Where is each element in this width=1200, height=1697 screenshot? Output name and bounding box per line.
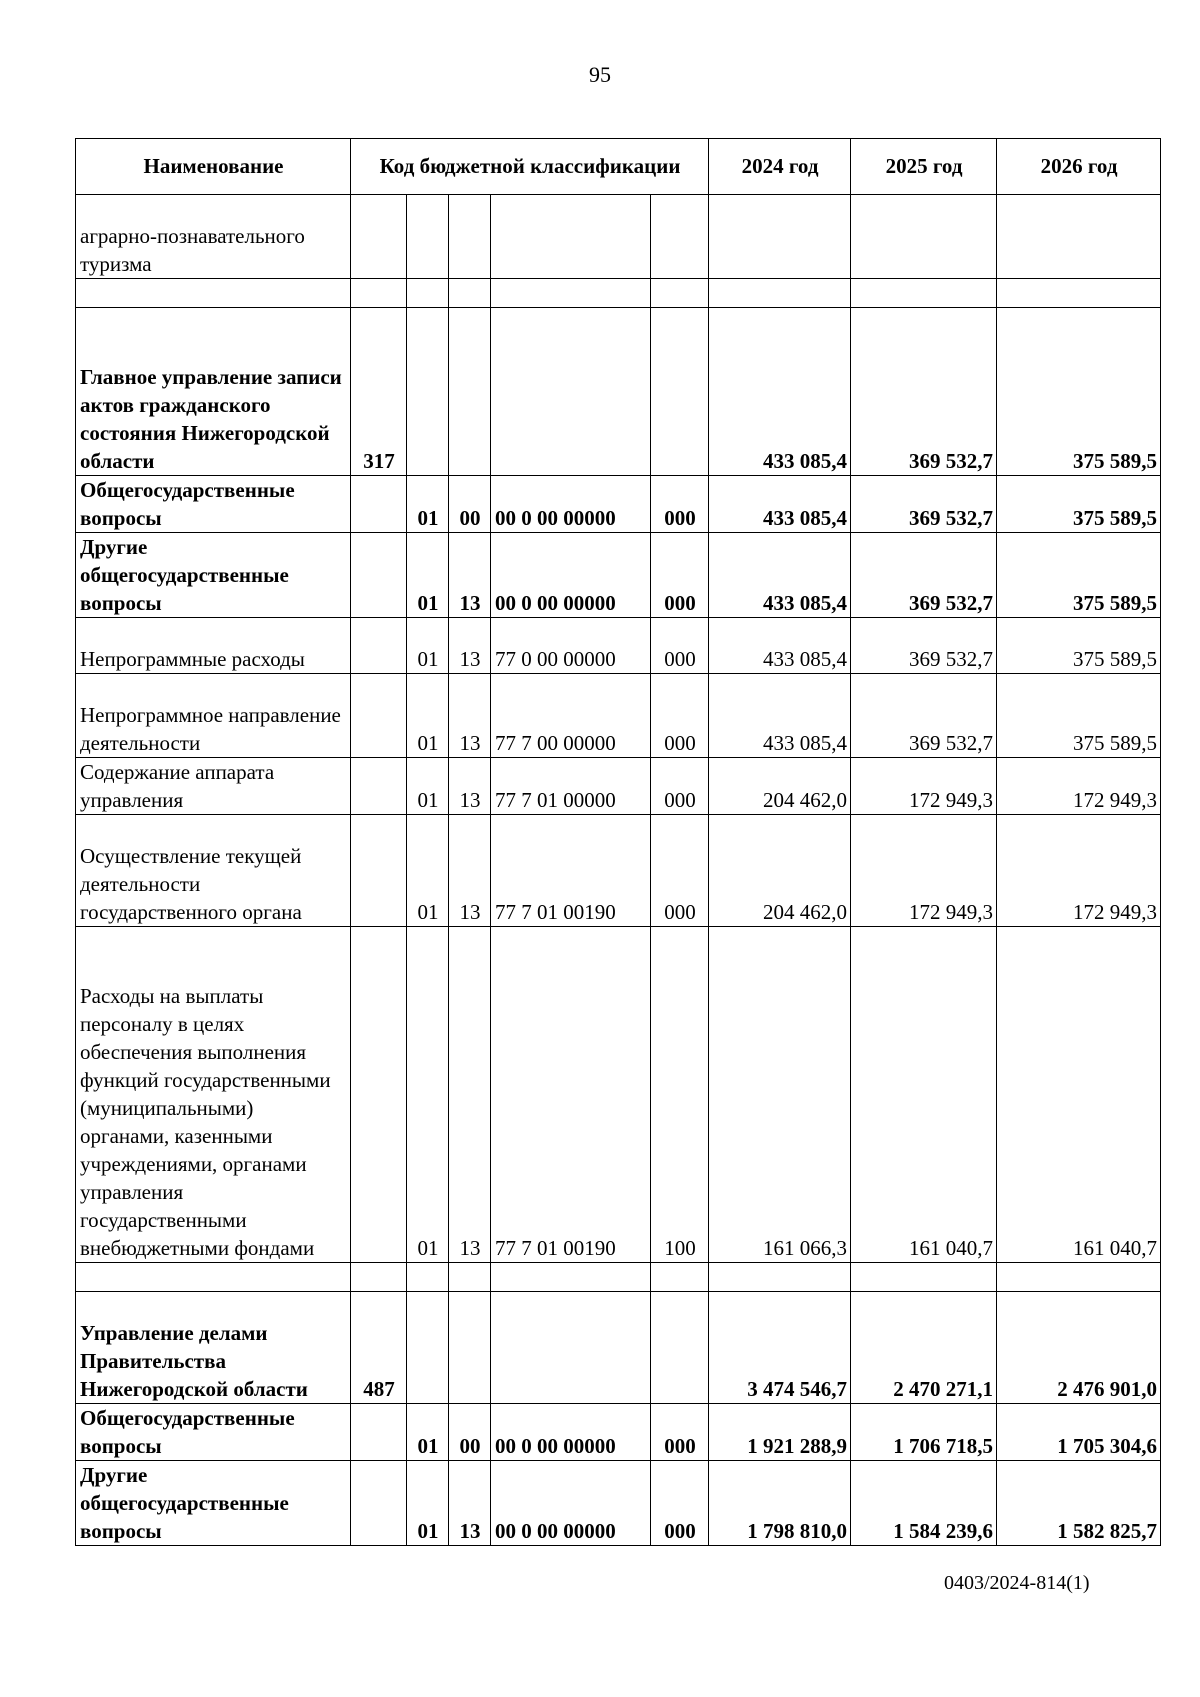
row-section-code: 01 [407, 1461, 449, 1546]
empty-cell [449, 1263, 491, 1292]
row-subsection-code [449, 308, 491, 476]
table-row [76, 1292, 1161, 1404]
row-ved-code [351, 1404, 407, 1461]
empty-cell [851, 1263, 997, 1292]
empty-cell [651, 1263, 709, 1292]
row-value-2024: 204 462,0 [709, 815, 851, 927]
row-expense-type: 000 [651, 674, 709, 758]
row-ved-code [351, 758, 407, 815]
row-value-2024: 433 085,4 [709, 674, 851, 758]
row-section-code: 01 [407, 927, 449, 1263]
row-subsection-code: 13 [449, 618, 491, 674]
row-expense-type [651, 308, 709, 476]
row-value-2025: 172 949,3 [851, 815, 997, 927]
row-ved-code: 487 [351, 1292, 407, 1404]
empty-cell [491, 279, 651, 308]
row-value-2026: 375 589,5 [997, 533, 1161, 618]
row-value-2026: 2 476 901,0 [997, 1292, 1161, 1404]
row-value-2024: 1 921 288,9 [709, 1404, 851, 1461]
empty-cell [851, 279, 997, 308]
row-name: Главное управление записи актов гражданского состояния Нижегородской области [76, 308, 351, 476]
row-value-2024: 161 066,3 [709, 927, 851, 1263]
row-name: Расходы на выплаты персоналу в целях обеспечения выполнения функций государственными (муниципальными) органами, казенными учреждениями, органами управления государственными внебюджетными фондами [76, 927, 351, 1263]
header-2025: 2025 год [851, 139, 997, 195]
row-section-code [407, 308, 449, 476]
empty-cell [491, 1263, 651, 1292]
empty-cell [407, 279, 449, 308]
row-subsection-code: 13 [449, 533, 491, 618]
row-value-2024: 433 085,4 [709, 308, 851, 476]
row-target-article: 00 0 00 00000 [491, 1461, 651, 1546]
row-ved-code [351, 476, 407, 533]
row-section-code: 01 [407, 533, 449, 618]
header-code: Код бюджетной классификации [351, 139, 709, 195]
table-row [76, 1461, 1161, 1546]
row-subsection-code [449, 195, 491, 279]
row-value-2025: 369 532,7 [851, 533, 997, 618]
row-target-article: 77 0 00 00000 [491, 618, 651, 674]
page-number: 95 [589, 62, 611, 87]
empty-cell [76, 1263, 351, 1292]
table-row [76, 308, 1161, 476]
row-value-2025: 2 470 271,1 [851, 1292, 997, 1404]
row-expense-type [651, 195, 709, 279]
row-ved-code [351, 618, 407, 674]
row-name: аграрно-познавательного туризма [76, 195, 351, 279]
row-expense-type: 000 [651, 1461, 709, 1546]
header-name: Наименование [76, 139, 351, 195]
row-target-article [491, 195, 651, 279]
row-section-code: 01 [407, 674, 449, 758]
row-ved-code [351, 533, 407, 618]
row-ved-code [351, 815, 407, 927]
row-section-code [407, 1292, 449, 1404]
row-name: Другие общегосударственные вопросы [76, 1461, 351, 1546]
empty-cell [407, 1263, 449, 1292]
row-value-2026: 172 949,3 [997, 758, 1161, 815]
row-name: Другие общегосударственные вопросы [76, 533, 351, 618]
row-value-2024: 204 462,0 [709, 758, 851, 815]
row-value-2025: 369 532,7 [851, 476, 997, 533]
row-subsection-code: 00 [449, 476, 491, 533]
empty-cell [76, 279, 351, 308]
row-subsection-code: 13 [449, 815, 491, 927]
row-subsection-code: 13 [449, 927, 491, 1263]
header-2024: 2024 год [709, 139, 851, 195]
empty-cell [351, 279, 407, 308]
row-section-code: 01 [407, 1404, 449, 1461]
row-name: Управление делами Правительства Нижегородской области [76, 1292, 351, 1404]
row-value-2026: 161 040,7 [997, 927, 1161, 1263]
row-value-2025: 369 532,7 [851, 618, 997, 674]
header-2026: 2026 год [997, 139, 1161, 195]
row-value-2026 [997, 195, 1161, 279]
empty-cell [351, 1263, 407, 1292]
row-section-code: 01 [407, 618, 449, 674]
row-target-article: 77 7 01 00190 [491, 815, 651, 927]
table-row [76, 533, 1161, 618]
empty-cell [709, 279, 851, 308]
row-value-2024: 433 085,4 [709, 533, 851, 618]
table-row [76, 815, 1161, 927]
table-row [76, 674, 1161, 758]
row-section-code: 01 [407, 476, 449, 533]
row-ved-code [351, 1461, 407, 1546]
row-target-article [491, 1292, 651, 1404]
table-row [76, 758, 1161, 815]
row-expense-type: 000 [651, 758, 709, 815]
table-row [76, 1404, 1161, 1461]
empty-cell [709, 1263, 851, 1292]
table-header-row [76, 139, 1161, 195]
budget-table [75, 138, 1161, 1546]
row-target-article: 00 0 00 00000 [491, 533, 651, 618]
row-name: Осуществление текущей деятельности государственного органа [76, 815, 351, 927]
row-value-2025: 161 040,7 [851, 927, 997, 1263]
table-row [76, 195, 1161, 279]
row-expense-type: 000 [651, 815, 709, 927]
row-name: Общегосударственные вопросы [76, 476, 351, 533]
row-name: Непрограммные расходы [76, 618, 351, 674]
row-name: Общегосударственные вопросы [76, 1404, 351, 1461]
row-name: Содержание аппарата управления [76, 758, 351, 815]
row-subsection-code: 13 [449, 758, 491, 815]
row-subsection-code [449, 1292, 491, 1404]
row-subsection-code: 13 [449, 674, 491, 758]
row-target-article: 77 7 01 00000 [491, 758, 651, 815]
row-value-2026: 1 582 825,7 [997, 1461, 1161, 1546]
row-name: Непрограммное направление деятельности [76, 674, 351, 758]
row-value-2025 [851, 195, 997, 279]
row-value-2026: 1 705 304,6 [997, 1404, 1161, 1461]
empty-cell [449, 279, 491, 308]
row-value-2024: 1 798 810,0 [709, 1461, 851, 1546]
row-value-2026: 375 589,5 [997, 476, 1161, 533]
row-expense-type [651, 1292, 709, 1404]
table-row [76, 618, 1161, 674]
row-ved-code: 317 [351, 308, 407, 476]
table-row [76, 927, 1161, 1263]
row-expense-type: 100 [651, 927, 709, 1263]
row-value-2025: 172 949,3 [851, 758, 997, 815]
row-target-article: 00 0 00 00000 [491, 476, 651, 533]
row-section-code [407, 195, 449, 279]
row-expense-type: 000 [651, 476, 709, 533]
row-value-2024 [709, 195, 851, 279]
empty-cell [997, 1263, 1161, 1292]
row-ved-code [351, 195, 407, 279]
row-value-2025: 369 532,7 [851, 674, 997, 758]
empty-cell [651, 279, 709, 308]
row-ved-code [351, 674, 407, 758]
row-section-code: 01 [407, 758, 449, 815]
row-target-article [491, 308, 651, 476]
row-value-2026: 172 949,3 [997, 815, 1161, 927]
row-expense-type: 000 [651, 618, 709, 674]
row-ved-code [351, 927, 407, 1263]
row-value-2025: 1 584 239,6 [851, 1461, 997, 1546]
row-target-article: 77 7 01 00190 [491, 927, 651, 1263]
row-value-2026: 375 589,5 [997, 674, 1161, 758]
spacer-row [76, 279, 1161, 308]
row-value-2026: 375 589,5 [997, 308, 1161, 476]
row-target-article: 77 7 00 00000 [491, 674, 651, 758]
document-code: 0403/2024-814(1) [944, 1572, 1090, 1594]
spacer-row [76, 1263, 1161, 1292]
row-value-2025: 369 532,7 [851, 308, 997, 476]
row-subsection-code: 13 [449, 1461, 491, 1546]
empty-cell [997, 279, 1161, 308]
row-value-2025: 1 706 718,5 [851, 1404, 997, 1461]
row-expense-type: 000 [651, 1404, 709, 1461]
table-row [76, 476, 1161, 533]
row-value-2026: 375 589,5 [997, 618, 1161, 674]
row-expense-type: 000 [651, 533, 709, 618]
row-value-2024: 433 085,4 [709, 618, 851, 674]
row-value-2024: 3 474 546,7 [709, 1292, 851, 1404]
row-target-article: 00 0 00 00000 [491, 1404, 651, 1461]
row-subsection-code: 00 [449, 1404, 491, 1461]
row-section-code: 01 [407, 815, 449, 927]
row-value-2024: 433 085,4 [709, 476, 851, 533]
